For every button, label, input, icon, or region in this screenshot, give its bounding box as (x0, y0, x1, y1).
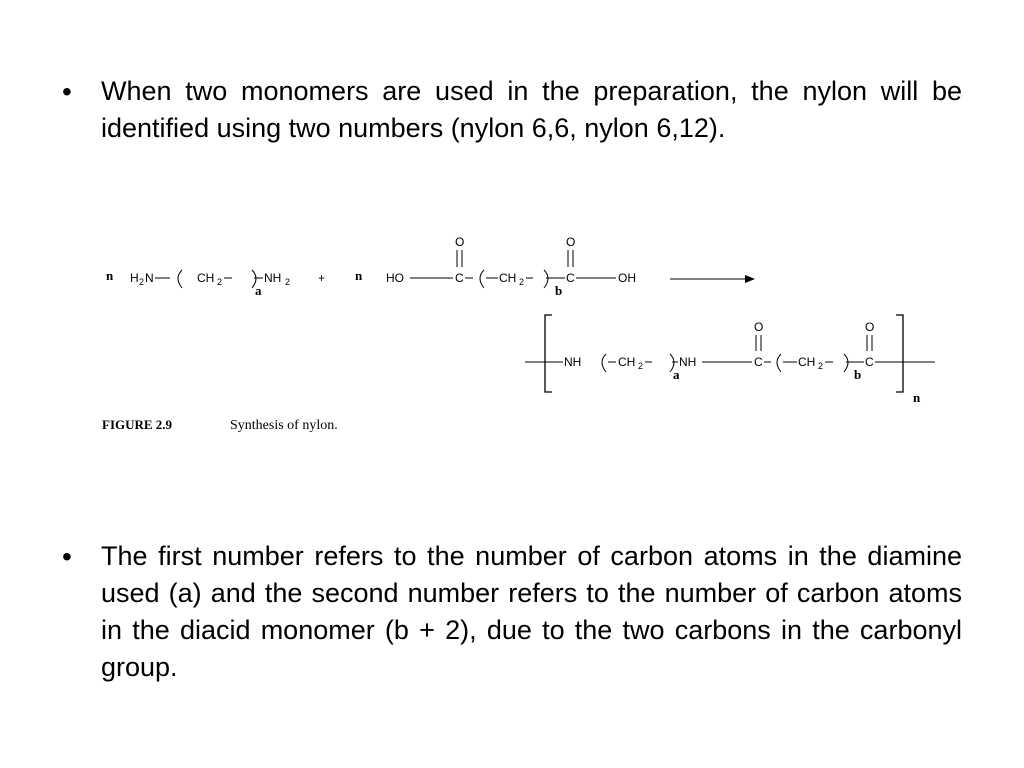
diacid-ch: CH (499, 271, 517, 285)
bullet-symbol: • (62, 541, 72, 572)
h2n-h: H (130, 271, 139, 285)
carbonyl-o-2: O (566, 235, 576, 249)
diacid-oh: OH (618, 271, 636, 285)
product-nh-2: NH (679, 355, 697, 369)
repeat-n: n (913, 390, 921, 405)
product-ch: CH (618, 355, 636, 369)
figure-caption-label: FIGURE 2.9 (102, 417, 173, 432)
bullet-text-1: When two monomers are used in the preparation, the nylon will be identified using two numbers (nylon 6,6, nylon 6,12). (101, 76, 962, 143)
product-carbonyl-o-2: O (865, 320, 875, 334)
diamine-nh-sub: 2 (285, 277, 291, 287)
carbonyl-c-1: C (455, 271, 464, 285)
reactant-coefficient-2: n (355, 268, 363, 283)
product-subscript-a: a (673, 367, 680, 382)
carbonyl-c-2: C (566, 271, 575, 285)
figure-caption-text: Synthesis of nylon. (230, 418, 338, 433)
left-bracket (545, 315, 552, 392)
diacid-ch-sub: 2 (519, 277, 525, 287)
bullet-item-2 (62, 538, 962, 686)
bullet-item-1 (62, 73, 962, 147)
product-carbonyl-c-2: C (865, 355, 874, 369)
product-ch-sub: 2 (638, 361, 644, 371)
nylon-synthesis-figure (100, 232, 950, 442)
subscript-a: a (255, 283, 262, 298)
product-carbonyl-o-1: O (754, 320, 764, 334)
product-subscript-b: b (854, 367, 862, 382)
right-bracket (896, 315, 903, 392)
h2n-sub: 2 (139, 277, 145, 287)
product-carbonyl-c-1: C (754, 355, 763, 369)
diamine-ch: CH (197, 271, 215, 285)
product-nh: NH (564, 355, 582, 369)
diamine-nh: NH (264, 271, 282, 285)
bullet-text-2: The first number refers to the number of carbon atoms in the diamine used (a) and the second number refers to the number of carbon atoms in the diacid monomer (b + 2), due to the two carbons in the carbonyl group. (101, 541, 962, 682)
diacid-ho: HO (386, 271, 404, 285)
product-ch-b-sub: 2 (818, 361, 824, 371)
product-ch-b: CH (798, 355, 816, 369)
carbonyl-o-1: O (455, 235, 465, 249)
bullet-symbol: • (62, 76, 72, 107)
h2n-n: N (145, 271, 154, 285)
reactant-coefficient: n (106, 268, 114, 283)
plus-sign: + (318, 271, 326, 285)
diamine-ch-sub: 2 (217, 277, 223, 287)
subscript-b: b (555, 283, 563, 298)
